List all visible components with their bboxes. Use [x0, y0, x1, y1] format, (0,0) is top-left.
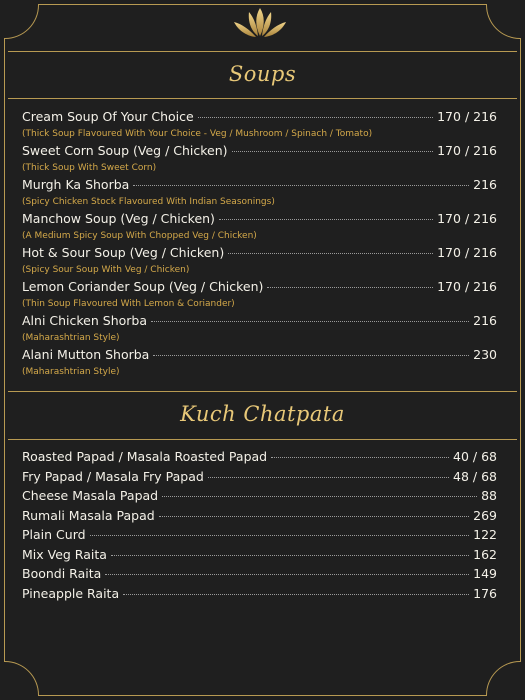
item-price: 162: [473, 546, 497, 562]
item-name: Plain Curd: [22, 527, 86, 542]
item-name: Alani Mutton Shorba: [22, 347, 150, 362]
dotted-leader: [105, 574, 469, 575]
item-description: (Maharashtrian Style): [22, 367, 120, 377]
item-price: 170 / 216: [437, 211, 497, 226]
item-description: (Thin Soup Flavoured With Lemon & Coriander): [22, 299, 235, 309]
dotted-leader: [123, 594, 469, 595]
item-price: 170 / 216: [437, 109, 497, 124]
item-description: (Spicy Sour Soup With Veg / Chicken): [22, 265, 190, 275]
item-description: (Maharashtrian Style): [22, 333, 120, 343]
dotted-leader: [133, 185, 469, 186]
menu-item: [22, 177, 497, 211]
item-description: (Thick Soup Flavoured With Your Choice - Veg / Mushroom / Spinach / Tomato): [22, 129, 373, 139]
item-price: 149: [473, 566, 497, 581]
dotted-leader: [267, 287, 433, 288]
dotted-leader: [208, 477, 449, 478]
frame-corner: [486, 4, 521, 39]
item-price: 216: [473, 313, 497, 328]
menu-item: [22, 547, 497, 567]
item-name: Alni Chicken Shorba: [22, 313, 148, 328]
menu-item: [22, 527, 497, 547]
item-description: (A Medium Spicy Soup With Chopped Veg / Chicken): [22, 231, 257, 241]
item-price: 48 / 68: [453, 468, 497, 484]
dotted-leader: [151, 321, 469, 322]
item-name: Lemon Coriander Soup (Veg / Chicken): [22, 279, 264, 294]
menu-item: [22, 347, 497, 381]
item-name: Sweet Corn Soup (Veg / Chicken): [22, 143, 228, 158]
menu-item: [22, 211, 497, 245]
item-name: Manchow Soup (Veg / Chicken): [22, 211, 215, 226]
item-name: Cream Soup Of Your Choice: [22, 109, 194, 124]
item-name: Cheese Masala Papad: [22, 488, 159, 503]
frame-corner: [486, 661, 521, 696]
menu-item: [22, 449, 497, 469]
menu-item: [22, 109, 497, 143]
item-price: 230: [473, 347, 497, 362]
divider-line: [8, 51, 517, 52]
item-price: 216: [473, 177, 497, 192]
menu-item: [22, 313, 497, 347]
frame-corner: [4, 4, 39, 39]
dotted-leader: [228, 253, 433, 254]
dotted-leader: [153, 355, 469, 356]
item-name: Hot & Sour Soup (Veg / Chicken): [22, 245, 225, 260]
item-price: 269: [473, 507, 497, 523]
frame-corner: [4, 661, 39, 696]
item-description: (Thick Soup With Sweet Corn): [22, 163, 157, 173]
item-price: 170 / 216: [437, 143, 497, 158]
lotus-icon: [228, 6, 292, 40]
item-name: Murgh Ka Shorba: [22, 177, 130, 192]
dotted-leader: [198, 117, 433, 118]
menu-item: [22, 143, 497, 177]
item-price: 170 / 216: [437, 279, 497, 294]
dotted-leader: [159, 516, 469, 517]
dotted-leader: [271, 457, 449, 458]
item-description: (Spicy Chicken Stock Flavoured With Indian Seasonings): [22, 197, 275, 207]
item-price: 122: [473, 527, 497, 542]
divider-line: [8, 391, 517, 392]
item-price: 176: [473, 585, 497, 601]
item-price: 170 / 216: [437, 245, 497, 260]
item-name: Pineapple Raita: [22, 585, 120, 601]
divider-line: [8, 439, 517, 440]
dotted-leader: [162, 496, 477, 497]
chatpata-list: [22, 449, 497, 605]
divider-line: [8, 98, 517, 99]
menu-item: [22, 488, 497, 508]
dotted-leader: [111, 555, 469, 556]
menu-item: [22, 245, 497, 279]
soups-list: [22, 109, 497, 381]
item-name: Fry Papad / Masala Fry Papad: [22, 468, 204, 484]
dotted-leader: [232, 151, 434, 152]
item-price: 40 / 68: [453, 449, 497, 464]
dotted-leader: [219, 219, 433, 220]
item-name: Rumali Masala Papad: [22, 507, 155, 523]
dotted-leader: [90, 535, 470, 536]
menu-item: [22, 508, 497, 528]
menu-item: [22, 279, 497, 313]
item-name: Mix Veg Raita: [22, 546, 107, 562]
menu-item: [22, 586, 497, 606]
item-name: Boondi Raita: [22, 566, 102, 581]
menu-item: [22, 566, 497, 586]
menu-item: [22, 469, 497, 489]
section-title-soups: Soups: [228, 62, 297, 86]
item-name: Roasted Papad / Masala Roasted Papad: [22, 449, 268, 464]
section-title-kuch-chatpata: Kuch Chatpata: [180, 402, 345, 426]
item-price: 88: [481, 488, 497, 503]
